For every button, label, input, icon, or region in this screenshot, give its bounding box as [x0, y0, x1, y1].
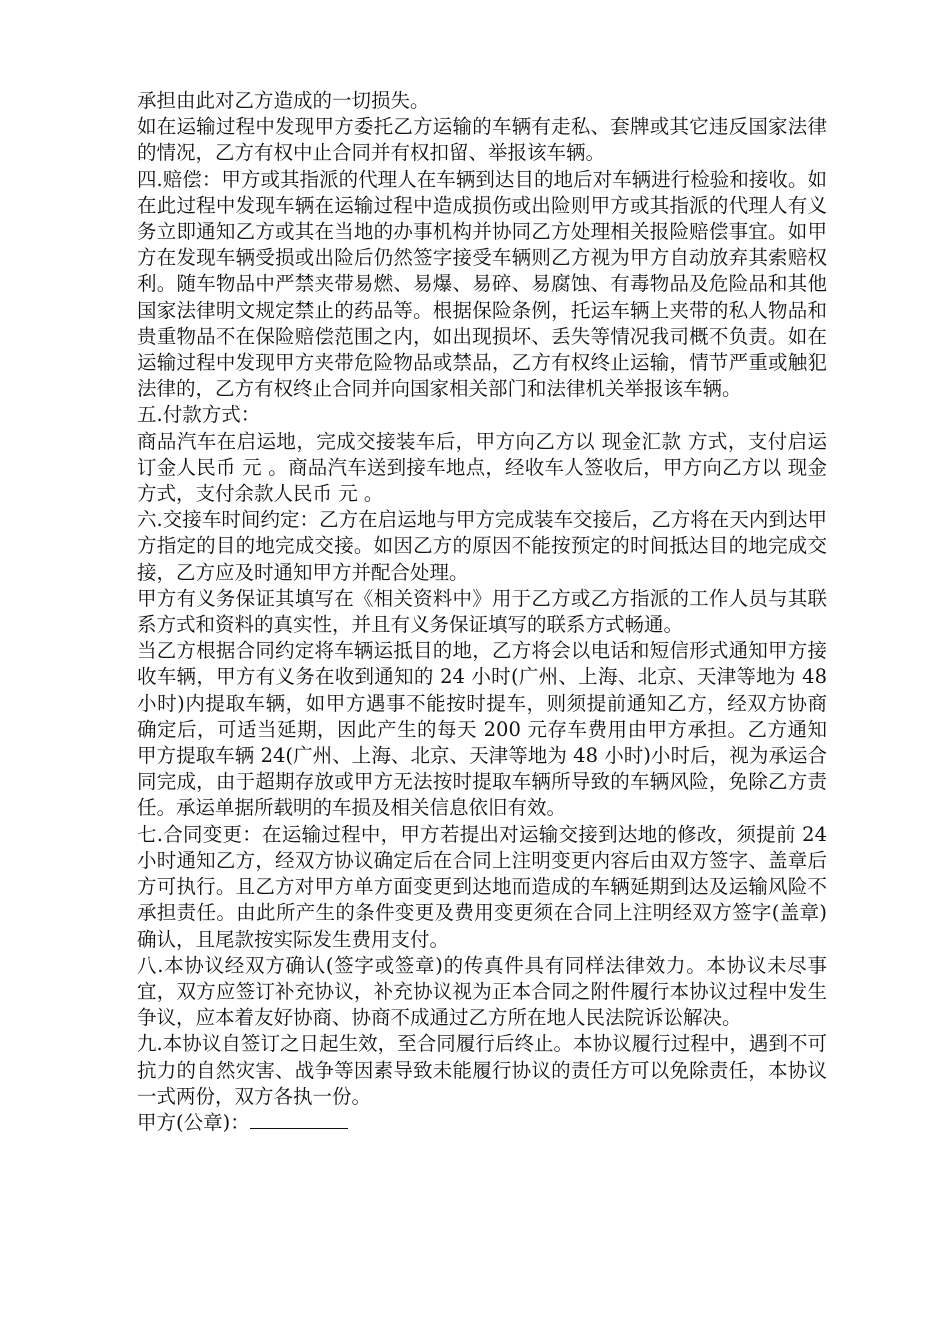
paragraph-effective-date: 九.本协议自签订之日起生效，至合同履行后终止。本协议履行过程中，遇到不可抗力的自然灾害、战争等因素导致未能履行协议的责任方可以免除责任，本协议一式两份，双方各执一份。 [137, 1032, 827, 1108]
paragraph-smuggling: 如在运输过程中发现甲方委托乙方运输的车辆有走私、套牌或其它违反国家法律的情况，乙方有权中止合同并有权扣留、举报该车辆。 [137, 115, 827, 165]
paragraph-handover-time: 六.交接车时间约定：乙方在启运地与甲方完成装车交接后，乙方将在天内到达甲方指定的目的地完成交接。如因乙方的原因不能按预定的时间抵达目的地完成交接，乙方应及时通知甲方并配合处理。 [137, 508, 827, 584]
heading-payment-method: 五.付款方式： [137, 403, 261, 427]
paragraph-pickup-notice: 当乙方根据合同约定将车辆运抵目的地，乙方将会以电话和短信形式通知甲方接收车辆，甲方有义务在收到通知的 24 小时(广州、上海、北京、天津等地为 48 小时)内提取车辆，如甲方遇事不能按时提车，则须提前通知乙方，经双方协商确定后，可适当延期，因此产生的每天 200 元存车费用由甲方承担。乙方通知甲方提取车辆 24(广州、上海、北京、天津等地为 48 小时)小时后，视为承运合同完成，由于超期存放或甲方无法按时提取车辆所导致的车辆风险，免除乙方责任。承运单据所载明的车损及相关信息依旧有效。 [137, 639, 827, 820]
paragraph-contract-change: 七.合同变更：在运输过程中，甲方若提出对运输交接到达地的修改，须提前 24 小时通知乙方，经双方协议确定后在合同上注明变更内容后由双方签字、盖章后方可执行。且乙方对甲方单方面变更到达地而造成的车辆延期到达及运输风险不承担责任。由此所产生的条件变更及费用变更须在合同上注明经双方签字(盖章)确认，且尾款按实际发生费用支付。 [137, 822, 827, 951]
paragraph-fax-validity: 八.本协议经双方确认(签字或签章)的传真件具有同样法律效力。本协议未尽事宜，双方应签订补充协议，补充协议视为正本合同之附件履行本协议过程中发生争议，应本着友好协商、协商不成通过乙方所在地人民法院诉讼解决。 [137, 953, 827, 1030]
party-a-label: 甲方(公章)： [137, 1110, 250, 1134]
party-a-signature-line [137, 1110, 827, 1136]
paragraph-loss-liability: 承担由此对乙方造成的一切损失。 [137, 89, 430, 112]
party-a-signature-blank[interactable] [250, 1110, 348, 1129]
paragraph-contact-info: 甲方有义务保证其填写在《相关资料中》用于乙方或乙方指派的工作人员与其联系方式和资料的真实性，并且有义务保证填写的联系方式畅通。 [137, 586, 827, 637]
paragraph-compensation: 四.赔偿：甲方或其指派的代理人在车辆到达目的地后对车辆进行检验和接收。如在此过程中发现车辆在运输过程中造成损伤或出险则甲方或其指派的代理人有义务立即通知乙方或其在当地的办事机构并协同乙方处理相关报险赔偿事宜。如甲方在发现车辆受损或出险后仍然签字接受车辆则乙方视为甲方自动放弃其索赔权利。随车物品中严禁夹带易燃、易爆、易碎、易腐蚀、有毒物品及危险品和其他国家法律明文规定禁止的药品等。根据保险条例，托运车辆上夹带的私人物品和贵重物品不在保险赔偿范围之内，如出现损坏、丢失等情况我司概不负责。如在运输过程中发现甲方夹带危险物品或禁品，乙方有权终止运输，情节严重或触犯法律的，乙方有权终止合同并向国家相关部门和法律机关举报该车辆。 [137, 167, 827, 401]
document-page [137, 88, 827, 1136]
paragraph-payment-terms: 商品汽车在启运地，完成交接装车后，甲方向乙方以 现金汇款 方式，支付启运订金人民币 元 。商品汽车送到接车地点，经收车人签收后，甲方向乙方以 现金方式，支付余款人民币 元 。 [137, 429, 827, 506]
